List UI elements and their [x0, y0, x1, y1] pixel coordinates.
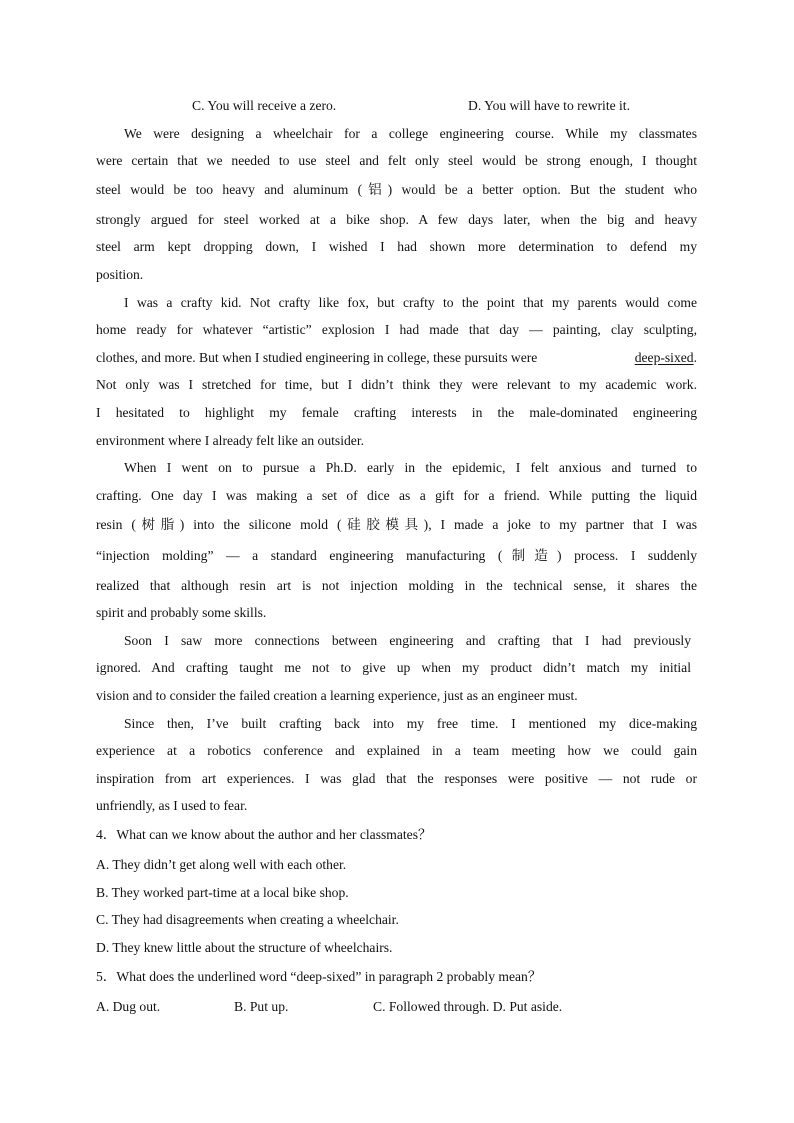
text-line: I hesitated to highlight my female crafting interests in the male-dominated engineering	[96, 405, 697, 420]
text-line: were certain that we needed to use steel and felt only steel would be strong enough, I thought	[96, 153, 697, 168]
text-segment: clothes, and more. But when I studied engineering in college, these pursuits were	[96, 350, 538, 365]
text-line: unfriendly, as I used to fear.	[96, 798, 248, 813]
option-b: B. Put up.	[234, 999, 289, 1014]
text-line: crafting. One day I was making a set of dice as a gift for a friend. While putting the liquid	[96, 488, 697, 503]
option-b: B. They worked part-time at a local bike shop.	[96, 885, 349, 900]
text-line: strongly argued for steel worked at a bike shop. A few days later, when the big and heavy	[96, 212, 697, 227]
option-c-d: C. Followed through. D. Put aside.	[373, 999, 563, 1014]
underlined-word: deep-sixed	[634, 350, 694, 365]
option-a: A. They didn’t get along well with each other.	[96, 857, 347, 872]
text-line: experience at a robotics conference and explained in a team meeting how we could gain	[96, 743, 697, 758]
text-line: When I went on to pursue a Ph.D. early in the epidemic, I felt anxious and turned to	[124, 460, 697, 475]
text-line: home ready for whatever “artistic” explosion I had made that day — painting, clay sculpting,	[96, 322, 697, 337]
text-line: ignored. And crafting taught me not to give up when my product didn’t match my initial	[96, 660, 691, 675]
text-line: “injection molding” — a standard engineering manufacturing (制造) process. I suddenly	[96, 548, 697, 563]
text-line: realized that although resin art is not injection molding in the technical sense, it shares the	[96, 578, 697, 593]
text-line: environment where I already felt like an outsider.	[96, 433, 364, 448]
text-line: I was a crafty kid. Not crafty like fox, but crafty to the point that my parents would come	[124, 295, 697, 310]
question-stem: 5．What does the underlined word “deep-sixed” in paragraph 2 probably mean？	[96, 969, 542, 984]
text-line: steel arm kept dropping down, I wished I had shown more determination to defend my	[96, 239, 697, 254]
option-d: D. You will have to rewrite it.	[468, 98, 630, 113]
option-d: D. They knew little about the structure of wheelchairs.	[96, 940, 393, 955]
question-stem: 4．What can we know about the author and her classmates？	[96, 827, 432, 842]
text-line: vision and to consider the failed creation a learning experience, just as an engineer must.	[96, 688, 578, 703]
text-line: resin (树脂) into the silicone mold (硅胶模具), I made a joke to my partner that I was	[96, 517, 697, 532]
text-line	[96, 349, 697, 367]
text-line: We were designing a wheelchair for a college engineering course. While my classmates	[124, 126, 697, 141]
text-line: spirit and probably some skills.	[96, 605, 267, 620]
option-a: A. Dug out.	[96, 999, 161, 1014]
text-line: steel would be too heavy and aluminum (铝) would be a better option. But the student who	[96, 182, 697, 197]
text-line: inspiration from art experiences. I was glad that the responses were positive — not rude or	[96, 771, 697, 786]
option-c: C. You will receive a zero.	[192, 98, 337, 113]
text-line: Since then, I’ve built crafting back into my free time. I mentioned my dice-making	[124, 716, 697, 731]
text-line: position.	[96, 267, 144, 282]
text-line: Not only was I stretched for time, but I didn’t think they were relevant to my academic work.	[96, 377, 697, 392]
text-segment: .	[693, 350, 697, 365]
text-line: Soon I saw more connections between engineering and crafting that I had previously	[124, 633, 691, 648]
option-c: C. They had disagreements when creating a wheelchair.	[96, 912, 399, 927]
